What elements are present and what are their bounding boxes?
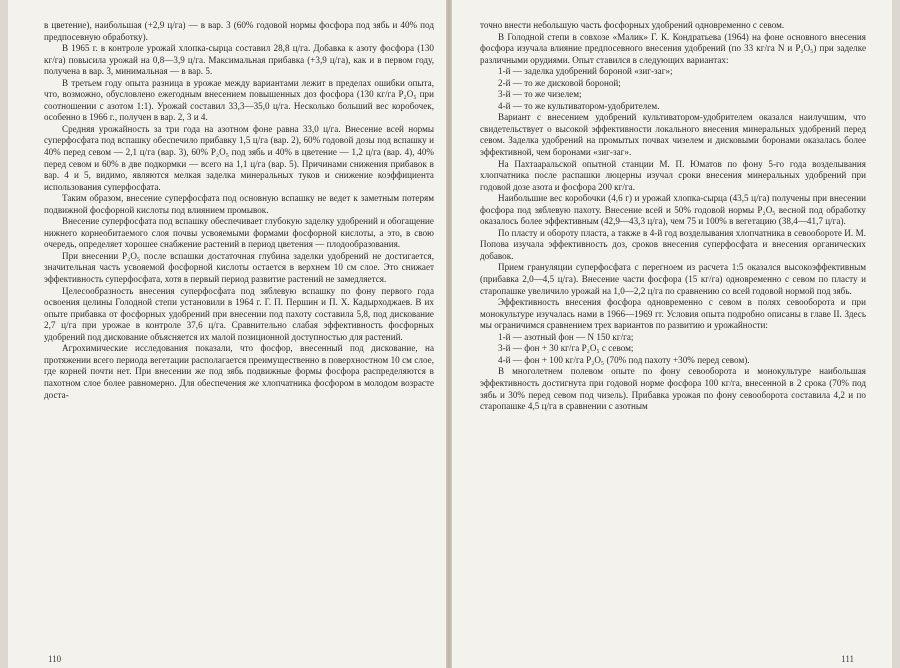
right-page <box>452 0 892 668</box>
right-page-number: 111 <box>841 654 854 664</box>
left-page-number: 110 <box>48 654 62 664</box>
paragraph: На Пахтааральской опытной станции М. П. Юматов по фону 5-го года возделывания хлопчатника после распашки люцерны изучал сроки внесения минеральных удобрений при годовой дозе азота и фосфора 200 кг/га. <box>480 158 866 192</box>
list-item: 1-й — заделка удобрений бороной «зиг-заг»; <box>498 66 673 77</box>
paragraph: Средняя урожайность за три года на азотном фоне равна 33,0 ц/га. Внесение всей нормы суперфосфата под вспашку обеспечило прибавку 1,5 ц/га (вар. 2), 60% годовой дозы под вспашку и 40% перед севом — 2,1 ц/га (вар. 3), 60% P₂O₅ под зябь и 40% в цветение — 1,2 ц/га (вар. 4), 40% перед севом и 60% в две подкормки — всего на 1,1 ц/га (вар. 5). Причинами снижения прибавок в вар. 4 и 5, видимо, являются мелкая заделка минеральных туков и снижение коэффициента использования суперфосфата. <box>44 123 434 192</box>
paragraph: Таким образом, внесение суперфосфата под основную вспашку не ведет к заметным потерям подвижной фосфорной кислоты под влиянием промывок. <box>44 193 434 215</box>
paragraph: При внесении P₂O₅ после вспашки достаточная глубина заделки удобрений не достигается, значительная часть усвояемой фосфорной кислоты остается в верхнем 10 см слое. Это снижает эффективность суперфосфата, хотя в первый период развитие растений не замедляется. <box>44 250 434 285</box>
paragraph: В многолетнем полевом опыте по фону севооборота и монокультуре наибольшая эффективность достигнута при годовой норме фосфора 100 кг/га, внесенной в 2 срока (70% под зябь и 30% перед севом под чизель). Прибавка урожая по фону севооборота составила 4,2 и по старопашке 4,5 ц/га в сравнении с азотным <box>480 366 866 412</box>
paragraph: Внесение суперфосфата под вспашку обеспечивает глубокую заделку удобрений и обогащение нижнего корнеобитаемого слоя почвы усвояемыми формами фосфорной кислоты, а это, в свою очередь, определяет хорошее снабжение растений в период цветения — плодообразования. <box>44 216 434 250</box>
right-page-text <box>480 20 866 413</box>
paragraph: Эффективность внесения фосфора одновременно с севом в полях севооборота и при монокультуре изучалась нами в 1966—1969 гг. Условия опыта подробно описаны в главе II. Здесь мы ограничимся сравнением трех вариантов по развитию и урожайности: <box>480 297 866 331</box>
paragraph: Наибольшие вес коробочки (4,6 г) и урожай хлопка-сырца (43,5 ц/га) получены при внесении фосфора под зяблевую пахоту. Внесение всей и 50% годовой нормы P₂O₅ весной под обработку оказалось более эффективным (42,9—43,3 ц/га), чем 75 и 100% в вегетацию (38,4—41,7 ц/га). <box>480 193 866 227</box>
list-item: 4-й — фон + 100 кг/га P₂O₅ (70% под пахоту +30% перед севом). <box>498 354 750 365</box>
list-item: 3-й — то же чизелем; <box>498 89 582 100</box>
paragraph: В Голодной степи в совхозе «Малик» Г. К. Кондратьева (1964) на фоне основного внесения фосфора изучала влияние предпосевного внесения удобрений (по 33 кг/га N и P₂O₅) при заделке различными орудиями. Опыт ставился в следующих вариантах: <box>480 31 866 65</box>
left-page-text <box>44 20 434 401</box>
paragraph: Прием грануляции суперфосфата с перегноем из расчета 1:5 оказался высокоэффективным (прибавка 2,0—4,5 ц/га). Внесение части фосфора (15 кг/га) одновременно с севом по пласту и старопашке увеличило урожай на 1,0—2,2 ц/га по сравнению со всей годовой нормой под зябь. <box>480 262 866 296</box>
paragraph: в цветение), наибольшая (+2,9 ц/га) — в вар. 3 (60% годовой нормы фосфора под зябь и 40% под предпосевную обработку). <box>44 20 434 42</box>
list-item: 2-й — то же дисковой бороной; <box>498 77 621 88</box>
paragraph: точно внести небольшую часть фосфорных удобрений одновременно с севом. <box>480 20 785 30</box>
list-item: 1-й — азотный фон — N 150 кг/га; <box>498 331 634 342</box>
paragraph: В 1965 г. в контроле урожай хлопка-сырца составил 28,8 ц/га. Добавка к азоту фосфора (130 кг/га) повысила урожай на 0,8—3,9 ц/га. Максимальная прибавка (+3,9 ц/га), как и в первом году, получена в вар. 3, минимальная — в вар. 5. <box>44 43 434 77</box>
paragraph: Вариант с внесением удобрений культиватором-удобрителем оказался наилучшим, что свидетельствует о высокой эффективности локального внесения минеральных удобрений перед севом. Заделка удобрений на промытых почвах чизелем и дисковыми боронами оказалась более эффективной, чем боронами «зиг-заг». <box>480 112 866 158</box>
paragraph: Агрохимические исследования показали, что фосфор, внесенный под дискование, на протяжении всего периода вегетации располагается преимущественно в поверхностном 10 см слое, где корней почти нет. При внесении же под зябь подвижные формы фосфора распределяются в пахотном слое более равномерно. Для обеспечения же хлопчатника фосфором в молодом возрасте доста- <box>44 343 434 400</box>
paragraph: Целесообразность внесения суперфосфата под зяблевую вспашку по фону первого года освоения целины Голодной степи установили в 1964 г. Г. П. Першин и П. Х. Кадырходжаев. В их опыте прибавка от фосфорных удобрений при внесении под пахоту составила 5,8, под дискование 2,7 ц/га при урожае в контроле 37,6 ц/га. Сравнительно слабая эффективность фосфорных удобрений под дискование объясняется их малой позиционной доступностью для растений. <box>44 285 434 342</box>
paragraph: По пласту и обороту пласта, а также в 4-й год возделывания хлопчатника в севообороте И. М. Попова изучала эффективность доз, сроков внесения суперфосфата и внесения органических добавок. <box>480 227 866 261</box>
paragraph: В третьем году опыта разница в урожае между вариантами лежит в пределах ошибки опыта, что, возможно, обусловлено ежегодным внесением повышенных доз фосфора (130 кг/га P₂O₅ при соотношении с азотом 1:1). Урожай составил 33,3—35,0 ц/га. Несколько больший вес коробочек, особенно в 1966 г., получен в вар. 2, 3 и 4. <box>44 77 434 123</box>
left-page <box>8 0 446 668</box>
list-item: 3-й — фон + 30 кг/га P₂O₅ с севом; <box>498 343 634 354</box>
list-item: 4-й — то же культиватором-удобрителем. <box>498 100 660 111</box>
